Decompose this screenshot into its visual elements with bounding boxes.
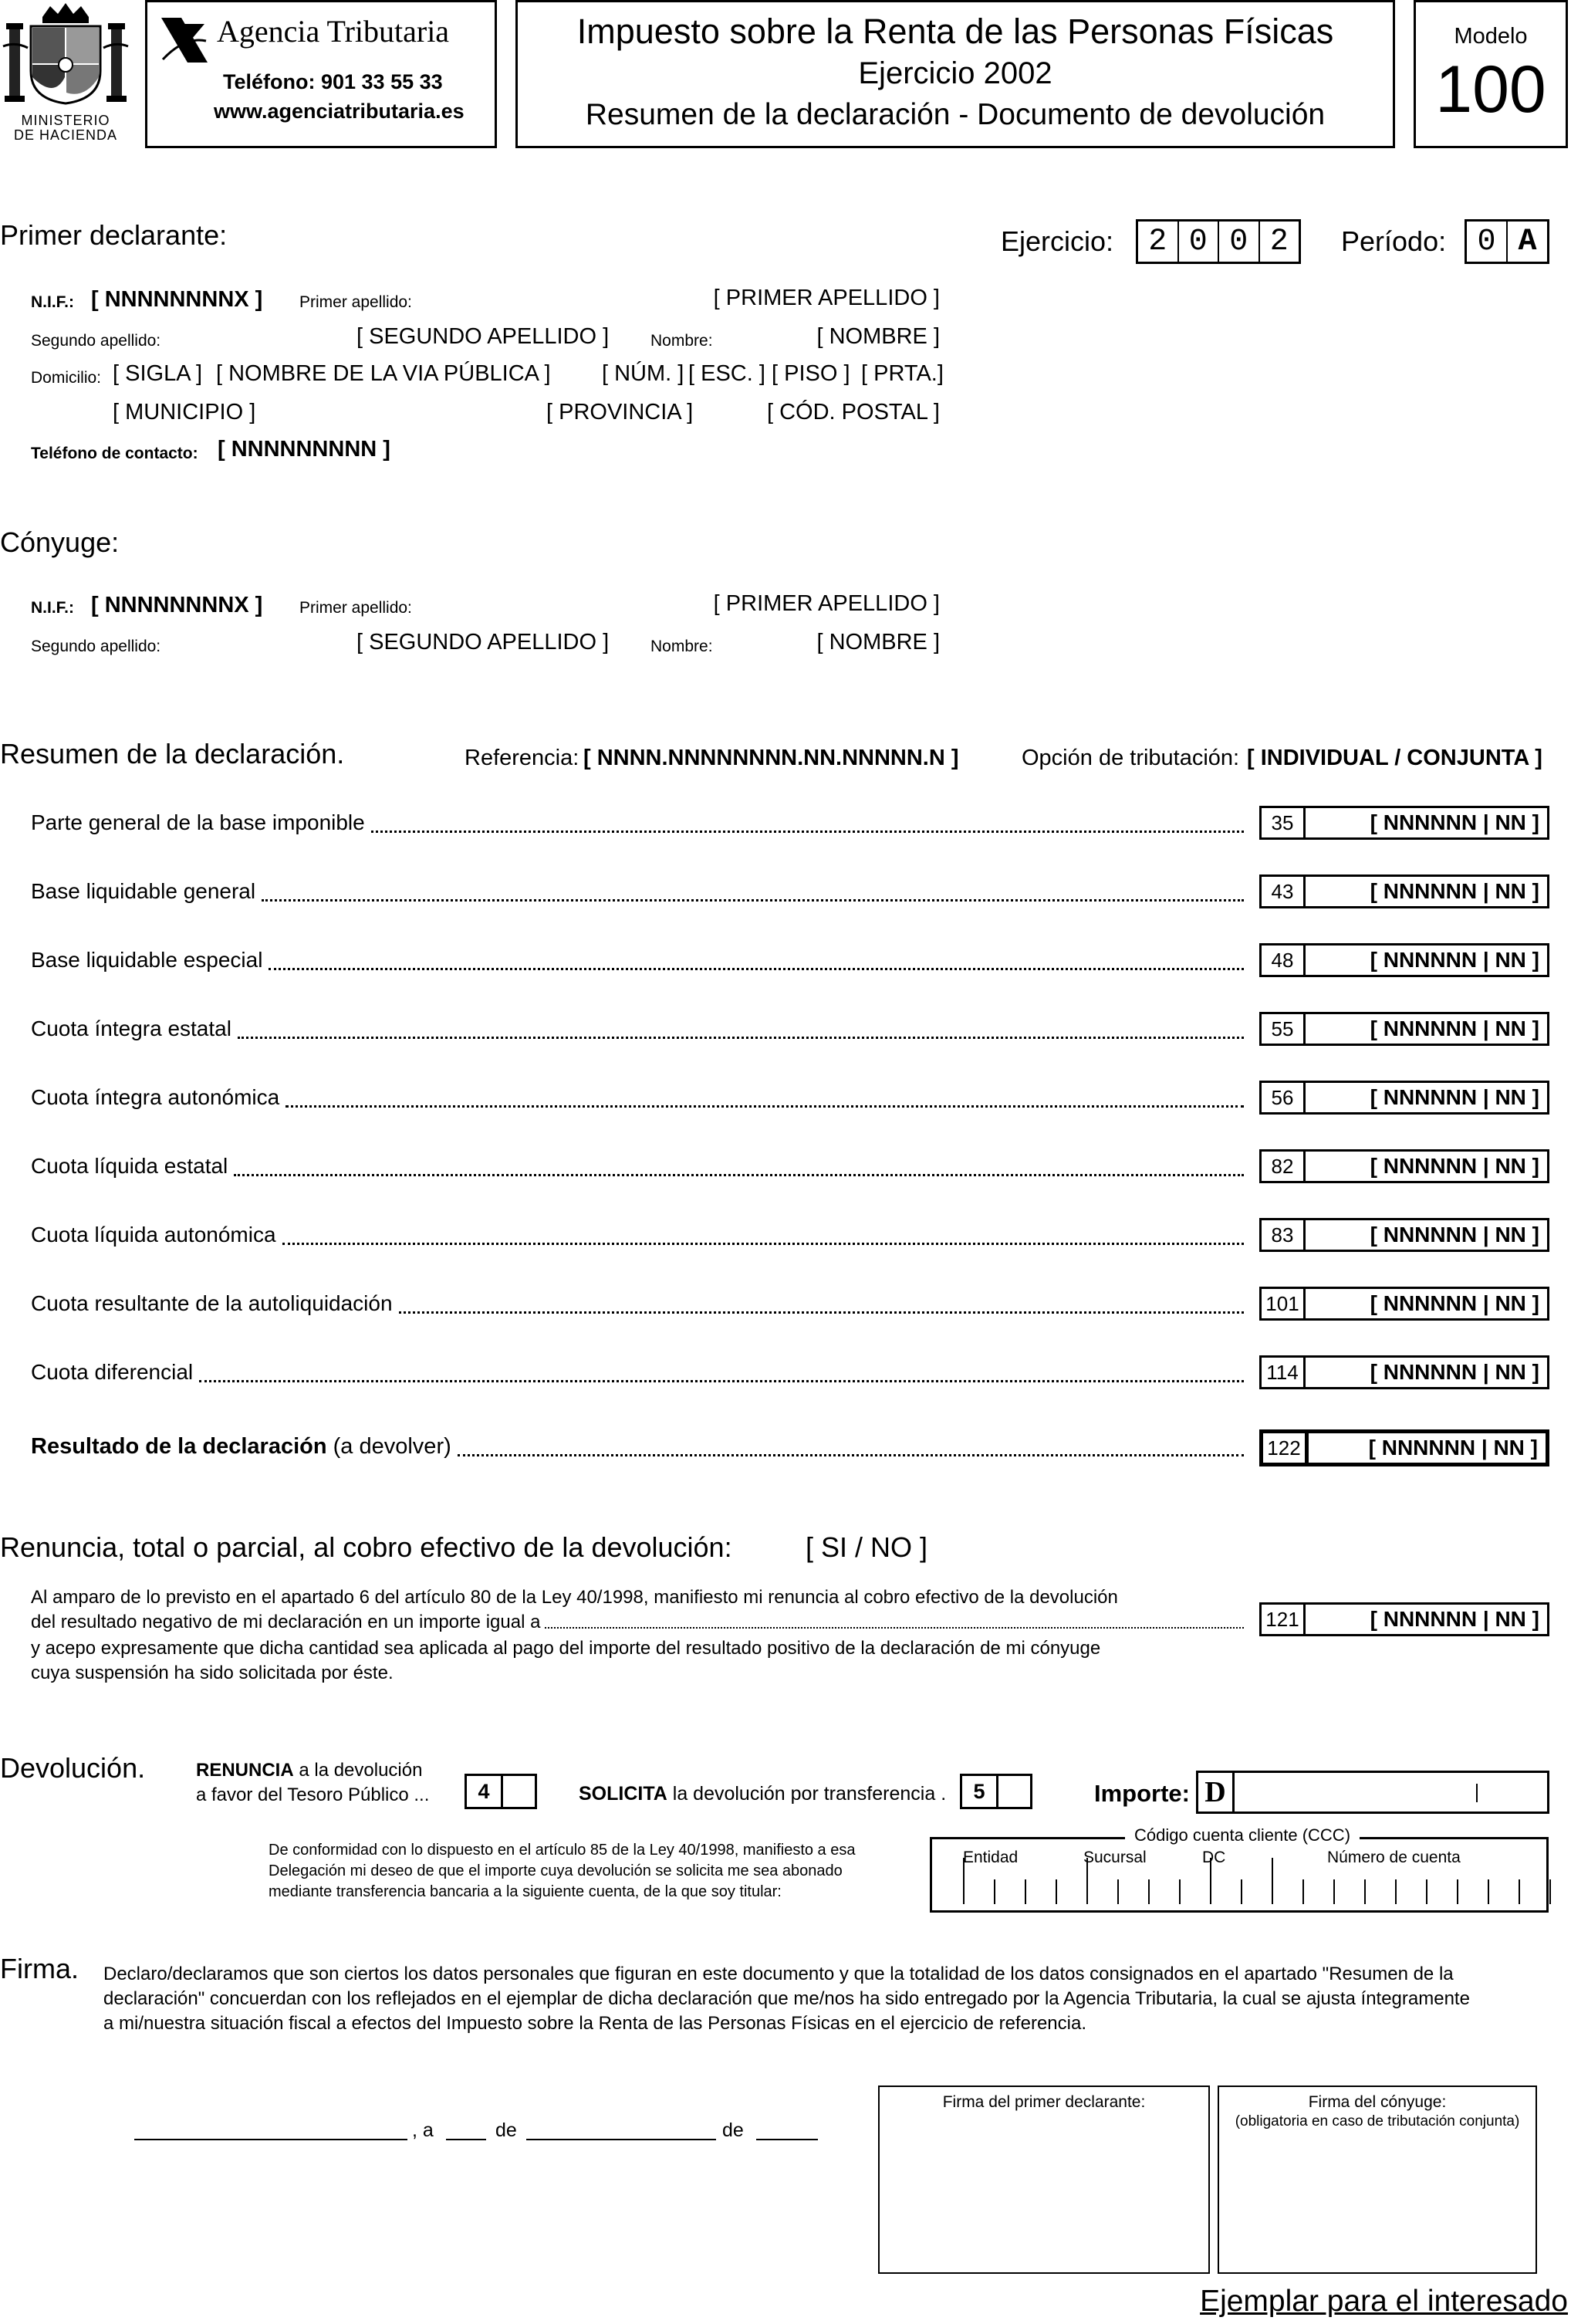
agency-box	[145, 0, 497, 148]
summary-row-leader	[262, 899, 1244, 902]
resumen-section-title: Resumen de la declaración.	[0, 738, 345, 770]
periodo-digits	[1465, 219, 1549, 264]
primer-esc: [ ESC. ]	[688, 361, 765, 386]
primer-municipio: [ MUNICIPIO ]	[113, 400, 256, 425]
summary-row-box-number: 56	[1262, 1083, 1306, 1112]
ccc-digit-tick	[994, 1879, 995, 1904]
primer-provincia: [ PROVINCIA ]	[546, 400, 694, 425]
firma-line3: a mi/nuestra situación fiscal a efectos del Impuesto sobre la Renta de las Personas Físicas en el ejercicio de referencia.	[103, 2013, 1086, 2034]
agency-phone: Teléfono: 901 33 55 33	[223, 70, 443, 93]
renuncia-checkbox-number: 4	[467, 1776, 503, 1807]
primer-piso: [ PISO ]	[772, 361, 850, 386]
resultado-box-number: 122	[1263, 1433, 1309, 1463]
summary-row-box[interactable]	[1259, 1287, 1549, 1321]
solicita-rest: la devolución por transferencia .	[672, 1783, 947, 1805]
solicita-checkbox[interactable]	[998, 1776, 1030, 1807]
ccc-digit-tick	[1488, 1879, 1489, 1904]
primer-nombre-value: [ NOMBRE ]	[816, 324, 940, 349]
opcion-value: [ INDIVIDUAL / CONJUNTA ]	[1247, 746, 1542, 770]
primer-nombre-label: Nombre:	[650, 332, 713, 350]
ejemplar-footer: Ejemplar para el interesado	[1200, 2285, 1568, 2318]
summary-row-label: Cuota íntegra estatal	[31, 1017, 231, 1040]
firma-title: Firma.	[0, 1953, 79, 1984]
summary-row-box-number: 43	[1262, 877, 1306, 906]
summary-row-box[interactable]	[1259, 1355, 1549, 1389]
ministerio-name-line2: DE HACIENDA	[13, 127, 118, 143]
summary-row-box-number: 35	[1262, 808, 1306, 837]
renuncia-leader	[545, 1627, 1244, 1629]
periodo-digit: A	[1506, 222, 1547, 262]
primer-signature-box[interactable]	[878, 2086, 1210, 2274]
primer-num: [ NÚM. ]	[602, 361, 684, 386]
firma-day-field[interactable]	[446, 2138, 486, 2140]
resultado-label-bold: Resultado de la declaración	[31, 1434, 327, 1459]
summary-row-leader	[282, 1243, 1244, 1245]
solicita-bold: SOLICITA	[579, 1783, 667, 1805]
summary-row-box-number: 114	[1262, 1358, 1306, 1387]
ccc-title: Código cuenta cliente (CCC)	[1125, 1825, 1360, 1845]
ccc-digit-tick	[1426, 1879, 1427, 1904]
resultado-label-rest: (a devolver)	[333, 1434, 451, 1459]
summary-row-box-number: 83	[1262, 1220, 1306, 1250]
ejercicio-digit: 2	[1148, 224, 1167, 259]
summary-row-box[interactable]	[1259, 874, 1549, 908]
summary-row-label: Cuota íntegra autonómica	[31, 1085, 280, 1109]
modelo-label: Modelo	[1454, 24, 1528, 49]
conformidad-line3: mediante transferencia bancaria a la siguiente cuenta, de la que soy titular:	[269, 1883, 782, 1900]
ejercicio-digit: 0	[1218, 222, 1258, 262]
primer-telefono-label: Teléfono de contacto:	[31, 445, 198, 462]
modelo-box	[1414, 0, 1568, 148]
summary-row-box[interactable]	[1259, 943, 1549, 977]
conyuge-section-title: Cónyuge:	[0, 526, 120, 558]
firma-year-field[interactable]	[756, 2138, 818, 2140]
conyuge-apellido1-label: Primer apellido:	[299, 599, 412, 617]
importe-label: Importe:	[1094, 1780, 1190, 1807]
primer-apellido2-label: Segundo apellido:	[31, 332, 161, 350]
ccc-digit-tick	[1086, 1858, 1088, 1904]
resultado-label	[31, 1434, 451, 1460]
ccc-digit-tick	[1056, 1879, 1057, 1904]
conyuge-apellido2-value: [ SEGUNDO APELLIDO ]	[356, 630, 610, 655]
summary-row-box-number: 101	[1262, 1289, 1306, 1318]
ejercicio-digit: 0	[1177, 222, 1218, 262]
summary-row-label: Base liquidable especial	[31, 948, 263, 972]
conyuge-signature-box[interactable]	[1218, 2086, 1537, 2274]
referencia-label: Referencia:	[465, 746, 579, 770]
summary-row-leader	[371, 830, 1244, 833]
resultado-box	[1259, 1429, 1549, 1466]
conyuge-signature-label: Firma del cónyuge:	[1308, 2093, 1447, 2111]
conformidad-line1: De conformidad con lo dispuesto en el artículo 85 de la Ley 40/1998, manifiesto a esa	[269, 1842, 856, 1859]
form-subtitle: Resumen de la declaración - Documento de devolución	[585, 98, 1326, 131]
summary-row-amount: [ NNNNNN | NN ]	[1370, 1017, 1539, 1040]
solicita-checkbox-number: 5	[962, 1776, 998, 1807]
firma-month-field[interactable]	[526, 2138, 716, 2140]
renuncia-para-line4: cuya suspensión ha sido solicitada por éste.	[31, 1663, 394, 1683]
firma-de2-text: de	[722, 2119, 744, 2141]
ccc-digit-tick	[1395, 1879, 1397, 1904]
summary-row-box[interactable]	[1259, 806, 1549, 840]
primer-nif-label: N.I.F.:	[31, 293, 74, 311]
renuncia-bold: RENUNCIA	[196, 1760, 294, 1781]
summary-row-box[interactable]	[1259, 1081, 1549, 1115]
agency-name: Agencia Tributaria	[217, 14, 450, 49]
primer-section-title: Primer declarante:	[0, 219, 228, 251]
summary-row-amount: [ NNNNNN | NN ]	[1370, 810, 1539, 834]
ccc-digit-tick	[1364, 1879, 1366, 1904]
renuncia-checkbox-group	[465, 1774, 537, 1809]
form-exercise: Ejercicio 2002	[858, 56, 1052, 90]
resultado-amount: [ NNNNNN | NN ]	[1368, 1436, 1538, 1460]
summary-row-label: Cuota resultante de la autoliquidación	[31, 1291, 393, 1315]
summary-row-leader	[285, 1105, 1244, 1108]
summary-row-amount: [ NNNNNN | NN ]	[1370, 1085, 1539, 1109]
renuncia-checkbox[interactable]	[503, 1776, 535, 1807]
ccc-digit-tick	[1117, 1879, 1119, 1904]
ccc-digit-tick	[1272, 1858, 1273, 1904]
ccc-box[interactable]	[930, 1825, 1549, 1913]
ccc-digit-tick	[963, 1858, 965, 1904]
summary-row-box[interactable]	[1259, 1012, 1549, 1046]
firma-line1: Declaro/declaramos que son ciertos los datos personales que figuran en este documento y que la totalidad de los datos consignados en el apartado "Resumen de la	[103, 1964, 1454, 1984]
renuncia-box-number: 121	[1262, 1605, 1306, 1634]
ministerio-logo	[0, 0, 131, 147]
solicita-checkbox-group	[960, 1774, 1032, 1809]
ccc-digit-tick	[1241, 1879, 1242, 1904]
importe-decimal-separator	[1476, 1784, 1478, 1802]
firma-place-field[interactable]	[134, 2138, 407, 2140]
conyuge-nombre-value: [ NOMBRE ]	[816, 630, 940, 655]
ccc-digit-tick	[1210, 1858, 1211, 1904]
summary-row-box[interactable]	[1259, 1149, 1549, 1183]
ccc-cuenta-label: Número de cuenta	[1327, 1849, 1461, 1866]
modelo-number: 100	[1435, 52, 1546, 127]
summary-row-label: Cuota líquida autonómica	[31, 1223, 276, 1247]
conyuge-nif-label: N.I.F.:	[31, 599, 74, 617]
summary-row-amount: [ NNNNNN | NN ]	[1370, 1291, 1539, 1315]
primer-sigla: [ SIGLA ]	[113, 361, 203, 386]
ejercicio-label: Ejercicio:	[1001, 225, 1114, 257]
primer-apellido1-label: Primer apellido:	[299, 293, 412, 311]
conformidad-line2: Delegación mi deseo de que el importe cuya devolución se solicita me sea abonado	[269, 1862, 843, 1879]
summary-row-box-number: 55	[1262, 1014, 1306, 1044]
agency-web: www.agenciatributaria.es	[214, 100, 465, 123]
summary-row-leader	[269, 968, 1244, 970]
ccc-sucursal-label: Sucursal	[1083, 1849, 1147, 1866]
primer-via: [ NOMBRE DE LA VIA PÚBLICA ]	[216, 361, 551, 386]
ejercicio-digit: 2	[1258, 222, 1299, 262]
periodo-digit: 0	[1477, 224, 1496, 259]
firma-de1-text: de	[495, 2119, 517, 2141]
summary-row-label: Parte general de la base imponible	[31, 810, 365, 834]
summary-row-box-number: 82	[1262, 1152, 1306, 1181]
solicita-text	[579, 1783, 946, 1805]
conyuge-nif-value: [ NNNNNNNNX ]	[91, 593, 263, 617]
devolucion-renuncia-text	[196, 1758, 429, 1808]
opcion-label: Opción de tributación:	[1022, 746, 1240, 770]
renuncia-option: [ SI / NO ]	[806, 1531, 928, 1563]
devolucion-title: Devolución.	[0, 1752, 146, 1784]
summary-row-amount: [ NNNNNN | NN ]	[1370, 1360, 1539, 1384]
summary-row-box[interactable]	[1259, 1218, 1549, 1252]
renuncia-title: Renuncia, total o parcial, al cobro efectivo de la devolución:	[0, 1531, 732, 1563]
renuncia-line1-rest: a la devolución	[299, 1760, 423, 1781]
ccc-digit-tick	[1148, 1879, 1150, 1904]
ccc-digit-tick	[1519, 1879, 1520, 1904]
summary-row-leader	[199, 1380, 1244, 1382]
title-box	[515, 0, 1395, 148]
renuncia-para-line1: Al amparo de lo previsto en el apartado 6 del artículo 80 de la Ley 40/1998, manifiesto mi renuncia al cobro efectivo de la devolución	[31, 1587, 1118, 1608]
conyuge-apellido1-value: [ PRIMER APELLIDO ]	[713, 591, 940, 616]
summary-row-label: Cuota líquida estatal	[31, 1154, 228, 1178]
periodo-label: Período:	[1341, 225, 1447, 257]
ccc-digit-tick	[1179, 1879, 1181, 1904]
summary-row-leader	[399, 1311, 1244, 1314]
primer-domicilio-label: Domicilio:	[31, 369, 102, 387]
ccc-entidad-label: Entidad	[963, 1849, 1019, 1866]
summary-row-box-number: 48	[1262, 945, 1306, 975]
primer-signature-label: Firma del primer declarante:	[942, 2093, 1146, 2111]
summary-row-label: Cuota diferencial	[31, 1360, 194, 1384]
primer-apellido1-value: [ PRIMER APELLIDO ]	[713, 286, 940, 310]
conyuge-apellido2-label: Segundo apellido:	[31, 638, 161, 655]
referencia-value: [ NNNN.NNNNNNNN.NN.NNNNN.N ]	[583, 746, 959, 770]
renuncia-amount: [ NNNNNN | NN ]	[1370, 1607, 1539, 1631]
ccc-digit-tick	[1025, 1879, 1026, 1904]
importe-field[interactable]	[1196, 1771, 1549, 1814]
ccc-digit-tick	[1457, 1879, 1458, 1904]
renuncia-para-line2: del resultado negativo de mi declaración en un importe igual a	[31, 1612, 541, 1632]
primer-nif-value: [ NNNNNNNNX ]	[91, 287, 263, 312]
conyuge-nombre-label: Nombre:	[650, 638, 713, 655]
agencia-tributaria-logo-icon	[161, 13, 208, 67]
ccc-digit-tick	[1333, 1879, 1335, 1904]
primer-prta: [ PRTA.]	[861, 361, 944, 386]
firma-a-text: , a	[412, 2119, 434, 2141]
primer-cp: [ CÓD. POSTAL ]	[767, 400, 940, 425]
renuncia-line2: a favor del Tesoro Público ...	[196, 1784, 430, 1805]
summary-row-label: Base liquidable general	[31, 879, 256, 903]
renuncia-box	[1259, 1602, 1549, 1636]
ccc-dc-label: DC	[1202, 1849, 1226, 1866]
ccc-digit-tick	[1549, 1879, 1551, 1904]
form-title: Impuesto sobre la Renta de las Personas Físicas	[576, 12, 1334, 51]
resultado-leader	[458, 1454, 1244, 1456]
ministerio-name-line1: MINISTERIO	[21, 113, 110, 128]
importe-prefix: D	[1198, 1773, 1235, 1812]
ccc-digit-tick	[1302, 1879, 1304, 1904]
summary-row-amount: [ NNNNNN | NN ]	[1370, 879, 1539, 903]
primer-apellido2-value: [ SEGUNDO APELLIDO ]	[356, 324, 610, 349]
summary-row-leader	[238, 1037, 1244, 1039]
conyuge-signature-note: (obligatoria en caso de tributación conjunta)	[1235, 2113, 1520, 2129]
coat-of-arms-icon	[0, 0, 131, 108]
summary-row-amount: [ NNNNNN | NN ]	[1370, 1223, 1539, 1247]
summary-row-leader	[234, 1174, 1244, 1176]
summary-row-amount: [ NNNNNN | NN ]	[1370, 948, 1539, 972]
primer-telefono-value: [ NNNNNNNNN ]	[218, 437, 390, 462]
summary-row-amount: [ NNNNNN | NN ]	[1370, 1154, 1539, 1178]
firma-line2: declaración" concuerdan con los reflejados en el ejemplar de dicha declaración que me/nos ha sido entregado por la Agencia Tributaria, la cual se ajusta íntegramente	[103, 1988, 1470, 2009]
renuncia-para-line3: y acepo expresamente que dicha cantidad sea aplicada al pago del importe del resultado positivo de la declaración de mi cónyuge	[31, 1638, 1101, 1659]
ejercicio-digits	[1136, 219, 1301, 264]
